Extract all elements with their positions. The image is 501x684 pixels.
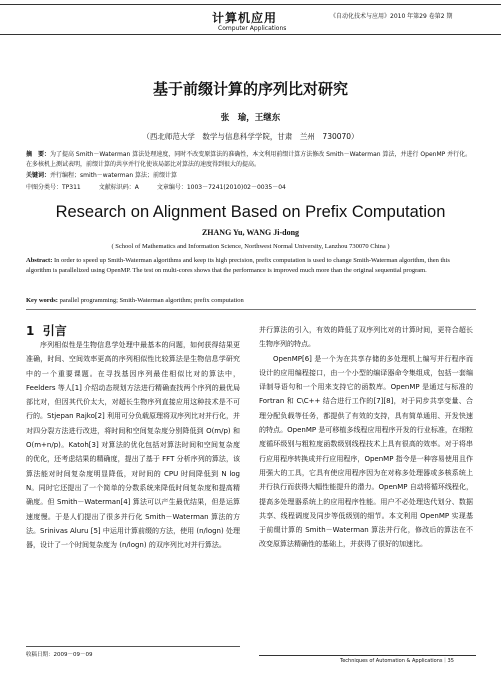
section-heading: [26, 322, 67, 339]
body-paragraph: OpenMP[6] 是一个为在共享存储的多处理机上编写并行程序而设计的应用编程接口，由一个小型的编译器命令集组成，包括一套编译制导语句和一个用来支持它的函数库。OpenMP 是通过与标准的 Fortran 和 C\C++ 结合进行工作的[7][8]，对于同步共享变量、合理分配负载等任务，都提供了有效的支持，具有简单通用、开发快速的特点。OpenMP 是可移植多线程应用程序开发的行业标准，在细粒度循环级别与粗粒度函数级别线程技术上具有很高的效率。对于将串行应用程序转换成并行应用程序，OpenMP 指令是一种容易使用且作用强大的工具，它具有使应用程序因为在对称多处理器或多核系统上并行执行而获得大幅性能提升的潜力。OpenMP 自动将循环线程化，提高多处理器系统上的应用程序性能。用户不必处理迭代划分、数据共享、线程调度及同步等低级别的细节。本文利用 OpenMP 实现基于前缀计算的 Smith－Waterman 算法并行化，修改后的算法在不改变原算法精确性的基础上，并获得了很好的加速比。: [259, 354, 473, 549]
affiliation-en: ( School of Mathematics and Information Science, Northwest Normal University, Lanzhou 730070 China ): [111, 243, 390, 250]
received-date: 收稿日期：2009－09－09: [26, 652, 93, 658]
keywords-en-text: parallel programming; Smith-Waterman algorithm; prefix computation: [59, 297, 244, 304]
section-tag: 计算机应用: [212, 11, 278, 25]
body-column-left: [26, 338, 240, 552]
authors-cn: 张 瑜，王继东: [220, 113, 281, 123]
paper-title-en: Research on Alignment Based on Prefix Computation: [55, 203, 446, 221]
page-footer: Techniques of Automation & Applications｜35: [340, 658, 454, 664]
abstract-divider: [26, 309, 476, 310]
keywords-en: [26, 296, 476, 306]
abstract-cn: [26, 150, 476, 170]
abstract-en: [26, 256, 476, 276]
abstract-en-text: In order to speed up Smith-Waterman algorithms and keep its high precision, prefix computation is used to change Smith-Waterman algorithm, then this algorithm is parallelized using OpenMP. The test on multi-cores shows that the performance is improved much more than the original sequential program.: [26, 257, 450, 274]
body-column-right: [259, 323, 473, 552]
section-number: 1: [26, 324, 35, 338]
classification-cn: 中图分类号：TP311 文献标识码：A 文章编号：1003－7241(2010)02－0035－04: [26, 184, 286, 191]
body-paragraph: 并行算法的引入，有效的降低了双序列比对的计算时间，更符合超长生物序列的特点。: [259, 326, 473, 349]
affiliation-cn: （西北师范大学 数学与信息科学学院，甘肃 兰州 730070）: [142, 132, 359, 141]
abstract-cn-text: 为了提高 Smith－Waterman 算法处理速度，同时不改变原算法的准确性，本文利用前缀计算方法修改 Smith－Waterman 算法，并进行 OpenMP 并行化。在多核机上测试表明，前缀计算的共享并行化使该局部比对算法的速度得到很大的提高。: [26, 151, 472, 168]
abstract-en-label: Abstract:: [26, 257, 53, 264]
keywords-cn-text: 并行编程；smith－waterman 算法；前缀计算: [50, 172, 178, 179]
keywords-cn: [26, 171, 476, 181]
top-rule: [0, 4, 501, 5]
section-title: 引言: [42, 324, 67, 338]
header-rule: [0, 34, 501, 35]
abstract-cn-label: 摘 要：: [26, 151, 51, 158]
footnote-rule: [26, 646, 240, 647]
footer-rule: [259, 655, 476, 656]
paper-title-cn: 基于前缀计算的序列比对研究: [152, 80, 348, 98]
body-paragraph: 序列相似性是生物信息学处理中最基本的问题，如何获得结果更准确，时间、空间效率更高的序列相似性比较算法是生物信息学研究中的一个重要课题。在寻找基因序列最佳相似比对的算法中，Feelders 等人[1] 介绍动态规划方法进行精确查找两个序列的最优局部比对，但因其代价太大，对超长生物序列直接应用这种技术是不可行的。Stjepan Rajko[2] 利用可分负载原理将双序列比对并行化，并对四分裂方法进行改进，将时间和空间复杂度分别降低到 O(m/p) 和 O(m+n/p)。Katoh[3] 对算法的优化包括对算法时间和空间复杂度的优化，还考虑结果的精确度，提出了基于 FFT 分析序列的算法，该算法能对时间复杂度明显降低，对时间的 CPU 时间降低到 N log N。同时它还提出了一个简单的分数系统来降低时间复杂度和提高精确度。但 Smith－Waterman[4] 算法可以产生最优结果，但是运算速度慢。于是人们提出了很多并行化 Smith－Waterman 算法的方法。Srinivas Aluru [5] 中运用计算前缀的方法，使用 (n/logn) 处理器，设计了一个时间复杂度为 (n/logn) 的双序列比对并行算法。: [26, 341, 241, 550]
section-tag-english: Computer Applications: [218, 25, 287, 32]
keywords-cn-label: 关键词：: [26, 172, 51, 179]
journal-info: 《自动化技术与应用》2010 年第29 卷第2 期: [330, 13, 453, 20]
authors-en: ZHANG Yu, WANG Ji-dong: [201, 228, 300, 237]
keywords-en-label: Key words:: [26, 297, 58, 304]
